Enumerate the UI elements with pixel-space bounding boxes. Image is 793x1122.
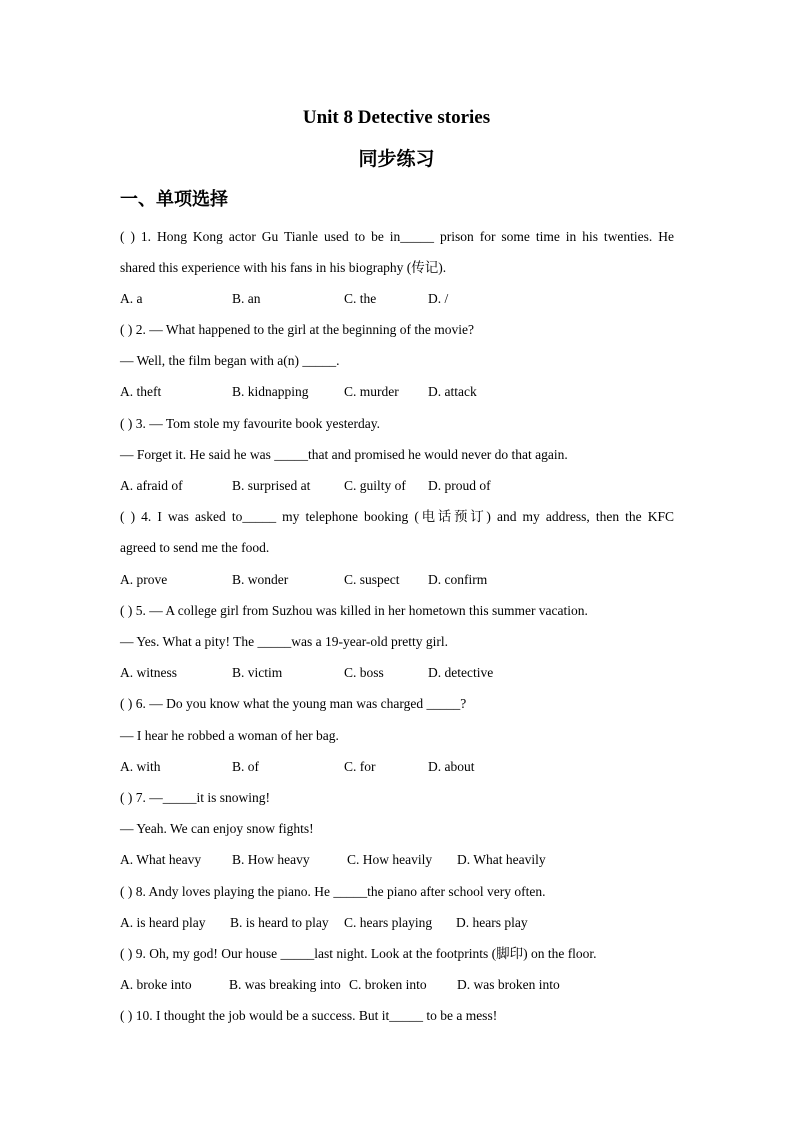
option-c: C. the: [344, 291, 377, 306]
option-c: C. broken into: [349, 977, 427, 992]
page-title: Unit 8 Detective stories: [302, 107, 491, 128]
question-3-stem-line-2: — Forget it. He said he was _____that and promised he would never do that again.: [120, 447, 568, 462]
option-a: A. prove: [120, 572, 168, 587]
option-b: B. victim: [232, 665, 283, 680]
option-d: D. detective: [428, 665, 494, 680]
option-d: D. proud of: [428, 478, 491, 493]
option-a: A. What heavy: [120, 852, 202, 867]
question-1-stem-line-1: ( ) 1. Hong Kong actor Gu Tianle used to be in_____ prison for some time in his twenties. He: [120, 229, 674, 244]
question-4-stem-line-2: agreed to send me the food.: [120, 540, 270, 555]
option-b: B. surprised at: [232, 478, 311, 493]
option-d: D. confirm: [428, 572, 488, 587]
option-c: C. hears playing: [344, 915, 433, 930]
option-a: A. theft: [120, 384, 162, 399]
option-b: B. How heavy: [232, 852, 310, 867]
option-a: A. broke into: [120, 977, 192, 992]
option-b: B. is heard to play: [230, 915, 329, 930]
option-c: C. boss: [344, 665, 384, 680]
option-c: C. guilty of: [344, 478, 406, 493]
option-a: A. with: [120, 759, 161, 774]
option-a: A. is heard play: [120, 915, 206, 930]
option-a: A. a: [120, 291, 143, 306]
option-d: D. What heavily: [457, 852, 546, 867]
question-8-stem-line-1: ( ) 8. Andy loves playing the piano. He _____the piano after school very often.: [120, 884, 546, 899]
option-b: B. kidnapping: [232, 384, 309, 399]
option-d: D. attack: [428, 384, 477, 399]
option-c: C. How heavily: [347, 852, 433, 867]
option-d: D. hears play: [456, 915, 528, 930]
question-1-stem-line-2: shared this experience with his fans in his biography (传记).: [120, 260, 447, 275]
question-3-stem-line-1: ( ) 3. — Tom stole my favourite book yesterday.: [120, 416, 381, 431]
option-d: D. was broken into: [457, 977, 560, 992]
option-b: B. wonder: [232, 572, 289, 587]
option-d: D. /: [428, 291, 449, 306]
question-5-stem-line-1: ( ) 5. — A college girl from Suzhou was killed in her hometown this summer vacation.: [120, 603, 588, 618]
option-a: A. witness: [120, 665, 177, 680]
page-subtitle: 同步练习: [358, 148, 435, 170]
question-9-stem-line-1: ( ) 9. Oh, my god! Our house _____last night. Look at the footprints (脚印) on the floor.: [120, 946, 597, 961]
question-2-stem-line-2: — Well, the film began with a(n) _____.: [120, 353, 340, 368]
question-10-stem-line-1: ( ) 10. I thought the job would be a success. But it_____ to be a mess!: [120, 1008, 498, 1023]
section-heading: 一、单项选择: [120, 189, 228, 210]
option-b: B. of: [232, 759, 259, 774]
option-c: C. suspect: [344, 572, 400, 587]
question-7-stem-line-2: — Yeah. We can enjoy snow fights!: [120, 821, 314, 836]
option-c: C. for: [344, 759, 376, 774]
option-a: A. afraid of: [120, 478, 183, 493]
option-c: C. murder: [344, 384, 399, 399]
option-d: D. about: [428, 759, 475, 774]
question-7-stem-line-1: ( ) 7. —_____it is snowing!: [120, 790, 270, 805]
question-5-stem-line-2: — Yes. What a pity! The _____was a 19-year-old pretty girl.: [120, 634, 449, 649]
question-6-stem-line-2: — I hear he robbed a woman of her bag.: [120, 728, 339, 743]
option-b: B. was breaking into: [229, 977, 341, 992]
question-6-stem-line-1: ( ) 6. — Do you know what the young man was charged _____?: [120, 696, 467, 711]
question-4-stem-line-1: ( ) 4. I was asked to_____ my telephone booking (电话预订) and my address, then the KFC: [120, 509, 674, 524]
option-b: B. an: [232, 291, 261, 306]
question-2-stem-line-1: ( ) 2. — What happened to the girl at the beginning of the movie?: [120, 322, 475, 337]
